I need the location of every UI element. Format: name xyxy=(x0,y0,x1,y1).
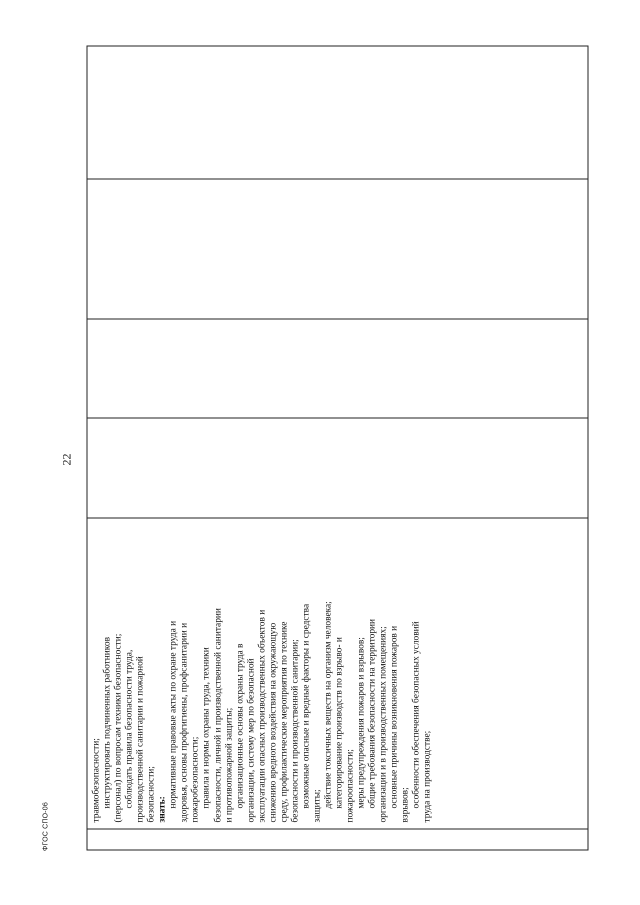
requirement-line: меры предупреждения пожаров и взрывов; xyxy=(356,636,367,808)
requirement-line: категорирование производств по взрыво- и xyxy=(334,636,345,808)
requirement-line: нормативные правовые акты по охране труда и xyxy=(168,620,179,808)
requirement-line: действие токсичных веществ на организм человека; xyxy=(322,600,333,808)
requirement-line: пожароопасности; xyxy=(345,748,356,822)
table-column-discipline xyxy=(87,179,587,319)
requirement-line: травмобезопасности; xyxy=(91,737,101,822)
requirement-line: снижению вредного воздействия на окружающую xyxy=(267,622,278,822)
requirement-line: безопасности и производственной санитарии; xyxy=(289,638,300,822)
requirement-line: организации и в производственных помещениях; xyxy=(378,625,389,822)
requirement-line: пожаробезопасности; xyxy=(190,736,201,822)
requirement-line: труда на производстве; xyxy=(422,730,433,822)
requirement-line: организационные основы охраны труда в xyxy=(234,643,245,808)
requirement-line: безопасности, личной и производственной санитарии xyxy=(212,607,223,822)
competency-table xyxy=(86,45,588,850)
requirement-line: знать: xyxy=(157,795,168,822)
requirement-line: соблюдать правила безопасности труда, xyxy=(124,649,135,808)
requirement-line: эксплуатации опасных производственных объектов и xyxy=(256,609,267,822)
requirement-line: правила и нормы охраны труда, техники xyxy=(201,646,212,808)
requirement-line: инструктировать подчиненных работников xyxy=(102,636,113,808)
table-column-competencies xyxy=(87,46,587,179)
requirement-line: особенности обеспечения безопасных условий xyxy=(411,620,422,808)
table-rotated-content xyxy=(86,45,588,850)
table-column-requirements xyxy=(87,518,587,829)
requirement-line: среду, профилактические мероприятия по технике xyxy=(278,621,289,822)
requirement-line: производственной санитарии и пожарной xyxy=(135,655,146,822)
requirement-line: безопасности; xyxy=(146,765,157,822)
requirement-line: взрывов; xyxy=(400,786,411,822)
table-column-hours-max xyxy=(87,418,587,518)
page-number: 22 xyxy=(59,453,74,466)
requirements-text xyxy=(91,524,433,822)
table-column-hours-classroom xyxy=(87,319,587,418)
requirement-line: защиты; xyxy=(311,788,322,822)
requirement-line: (персонал) по вопросам техники безопасности; xyxy=(113,633,124,822)
requirement-line: возможные опасные и вредные факторы и средства xyxy=(300,603,311,808)
footer-code: ФГОС СПО-06 xyxy=(42,802,50,852)
requirement-line: основные причины возникновения пожаров и xyxy=(389,625,400,808)
requirement-line: общие требования безопасности на территории xyxy=(367,618,378,808)
requirement-line: и противопожарной защиты; xyxy=(223,707,234,822)
requirement-line: организации, систему мер по безопасной xyxy=(245,657,256,822)
requirement-line: здоровья, основы профгигиены, профсанитарии и xyxy=(179,622,190,822)
table-column-index xyxy=(87,829,587,849)
